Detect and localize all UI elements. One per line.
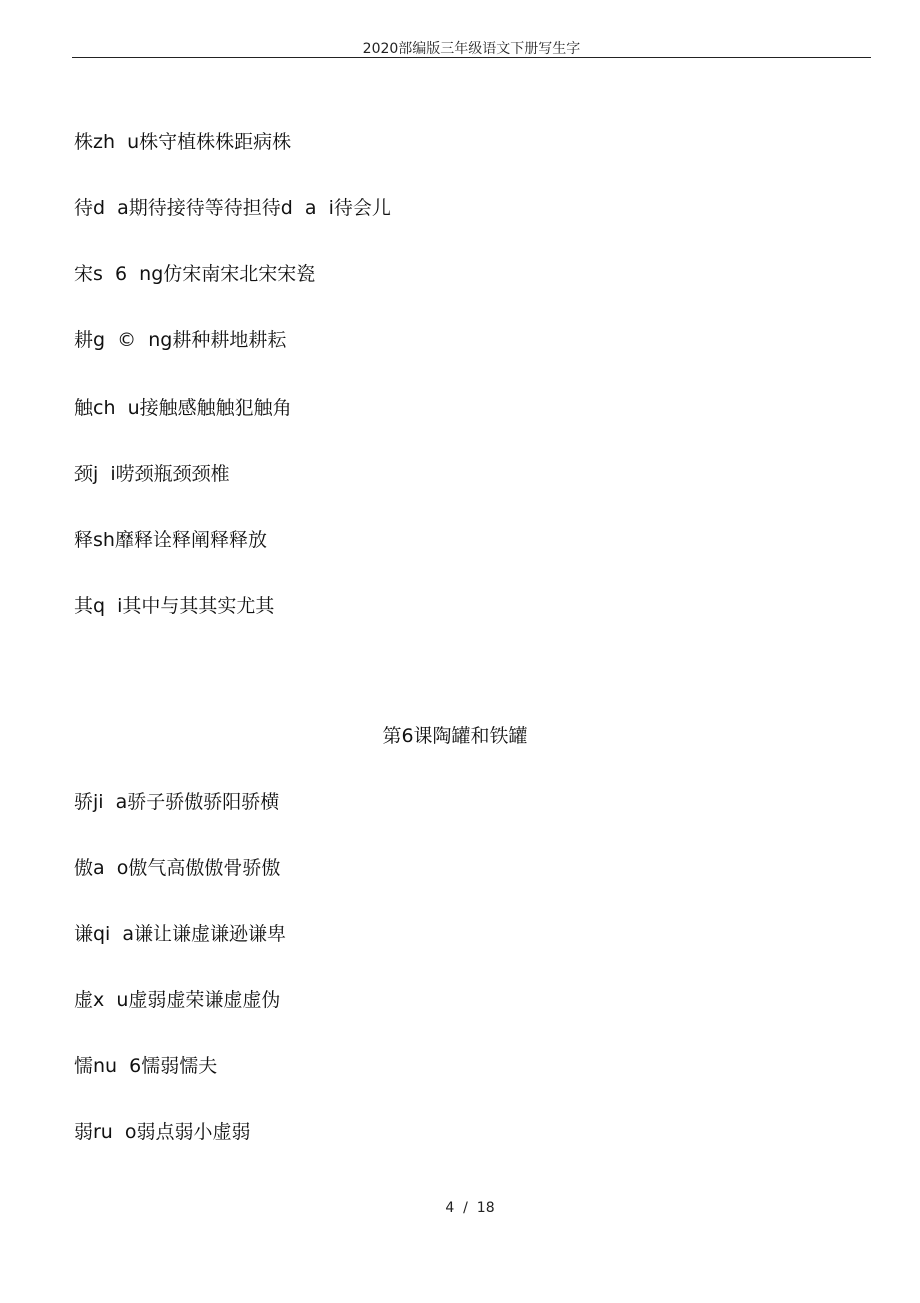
vocab-line-jing: 颈j i唠颈瓶颈颈椎 <box>74 463 230 485</box>
page-number: 4 / 18 <box>445 1200 495 1216</box>
vocab-line-nuo: 懦nu 6懦弱懦夫 <box>74 1055 218 1077</box>
vocab-line-qi: 其q i其中与其其实尤其 <box>74 595 275 617</box>
vocab-line-ao: 傲a o傲气高傲傲骨骄傲 <box>74 857 281 879</box>
vocab-line-qian: 谦qi a谦让谦虚谦逊谦卑 <box>74 923 287 945</box>
document-title: 2020部编版三年级语文下册写生字 <box>362 41 581 57</box>
vocab-line-jiao: 骄ji a骄子骄傲骄阳骄横 <box>74 791 280 813</box>
vocab-line-ruo: 弱ru o弱点弱小虚弱 <box>74 1121 251 1143</box>
lesson-heading: 第6课陶罐和铁罐 <box>382 725 528 747</box>
page-header <box>72 36 871 58</box>
vocab-line-dai: 待d a期待接待等待担待d a i待会儿 <box>74 197 391 219</box>
vocab-line-geng: 耕g © ng耕种耕地耕耘 <box>74 329 287 351</box>
vocab-line-chu: 触ch u接触感触触犯触角 <box>74 397 292 419</box>
vocab-line-shi: 释sh靡释诠释阐释释放 <box>74 529 267 551</box>
vocab-line-xu: 虚x u虚弱虚荣谦虚虚伪 <box>74 989 281 1011</box>
vocab-line-song: 宋s 6 ng仿宋南宋北宋宋瓷 <box>74 263 316 285</box>
vocab-line-zhu: 株zh u株守植株株距病株 <box>74 131 292 153</box>
